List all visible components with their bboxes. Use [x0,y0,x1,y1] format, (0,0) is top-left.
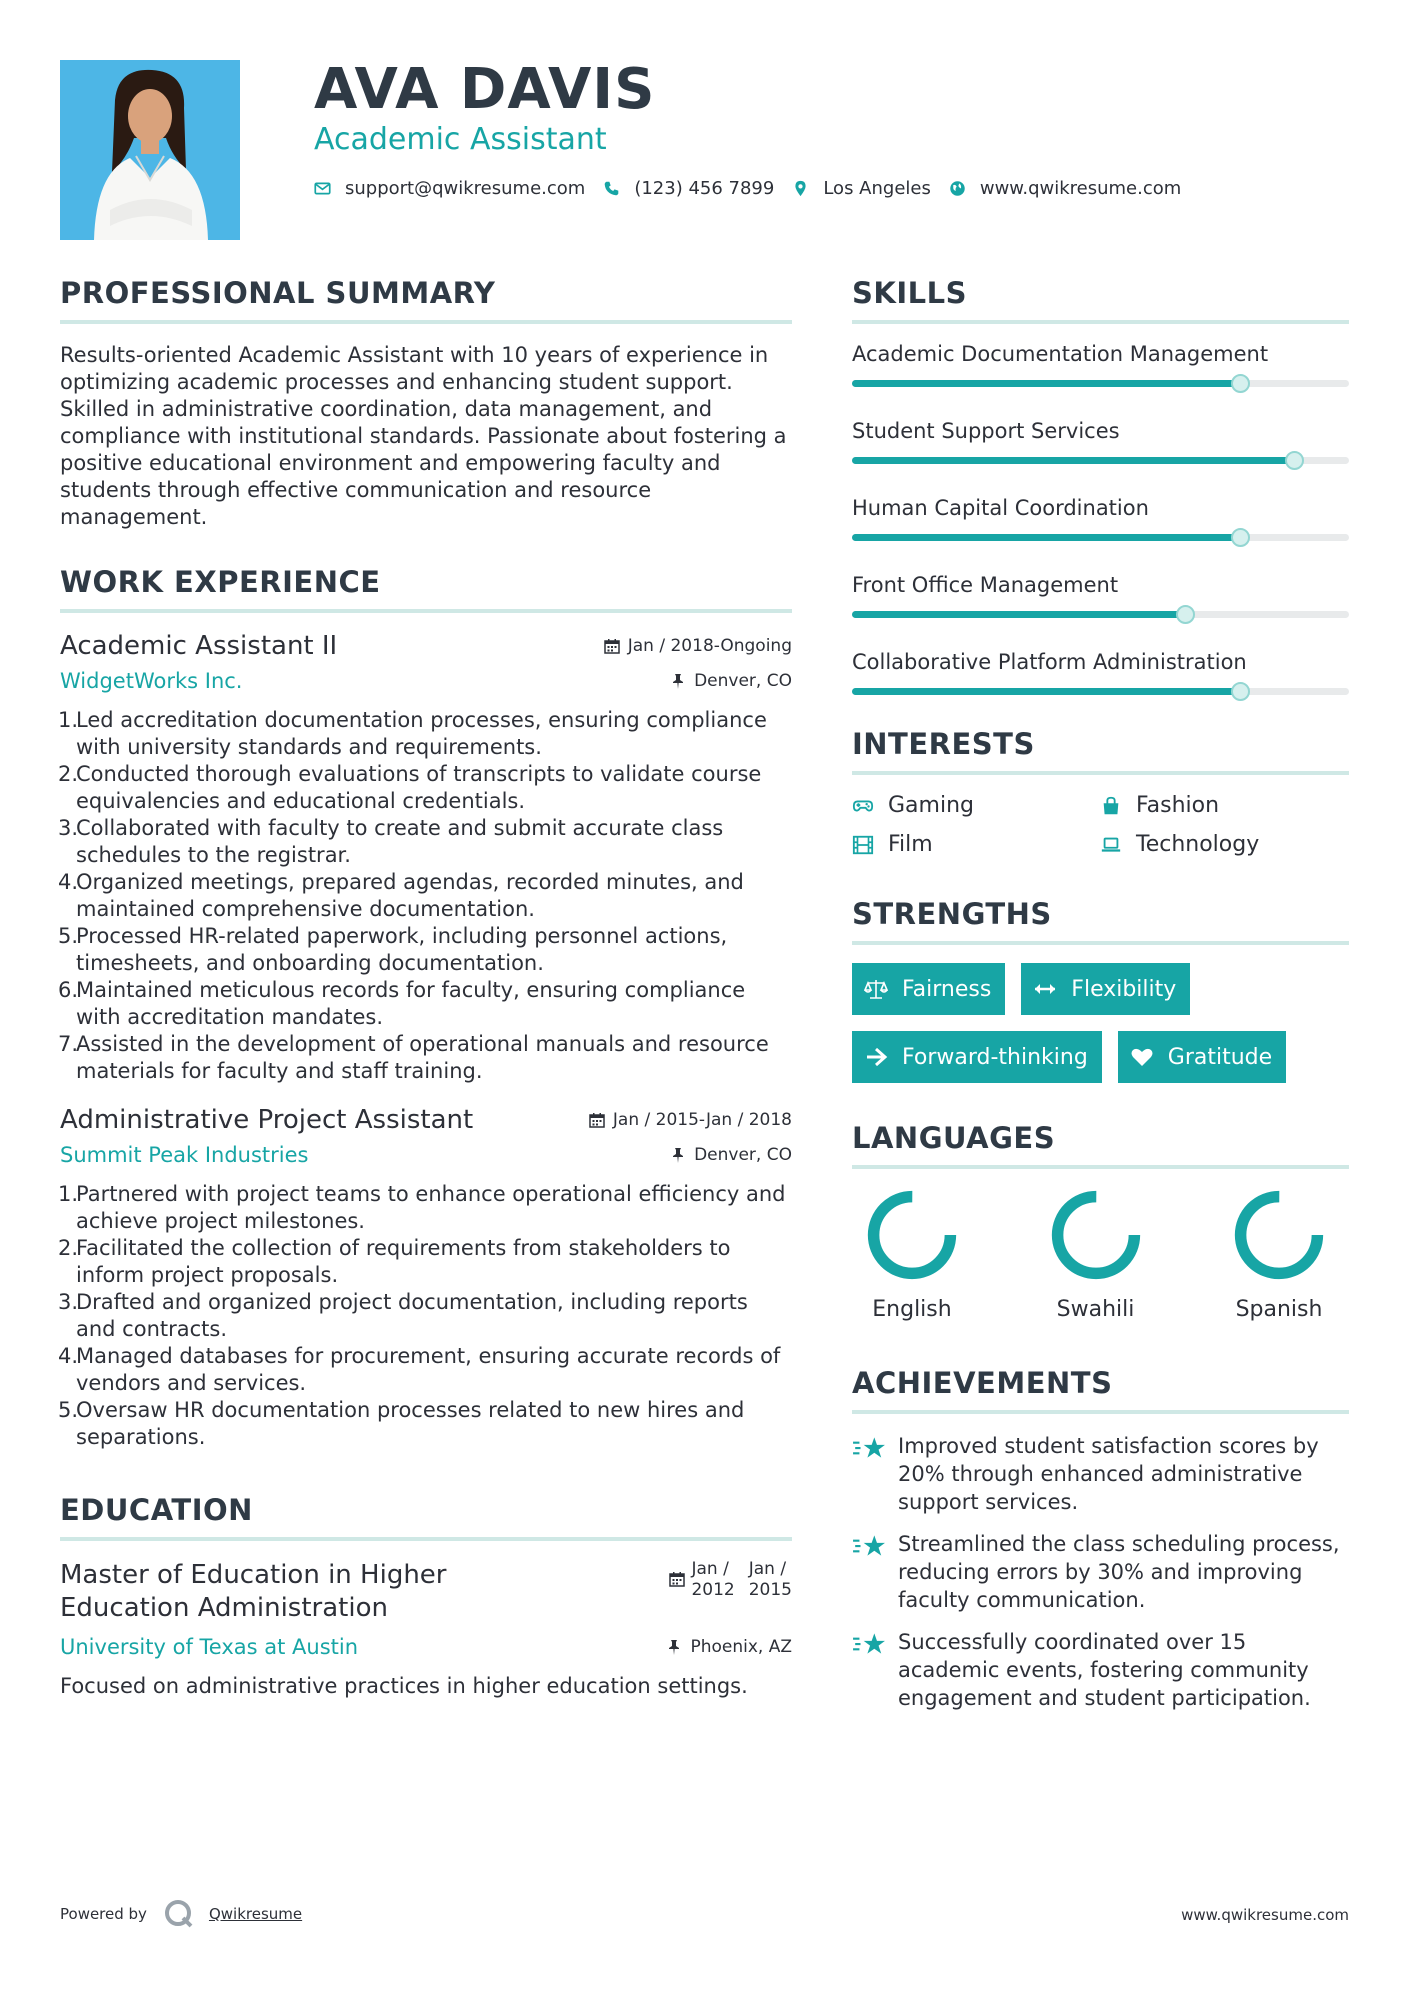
contact-bar [314,178,1199,199]
gamepad-icon [852,795,874,817]
strength-label: Gratitude [1167,1044,1273,1070]
duty-number: 4. [58,870,79,894]
duty-item [60,815,792,869]
end-year: 2015 [748,1580,792,1600]
language-item [1219,1187,1339,1322]
duty-item [60,977,792,1031]
duty-number: 4. [58,1344,79,1368]
job-date [604,636,792,656]
duty-number: 5. [58,1398,79,1422]
calendar-icon [604,638,620,654]
start-month: Jan / [691,1559,729,1579]
skills-list [852,342,1349,695]
duty-text: Assisted in the development of operational manuals and resource materials for faculty and staff training. [76,1032,769,1083]
strength-label: Forward-thinking [902,1044,1088,1070]
job-title: Administrative Project Assistant [60,1105,474,1135]
interest-label: Fashion [1136,793,1220,818]
duty-item [60,761,792,815]
jobs-list [60,631,792,1451]
phone-text: (123) 456 7899 [634,178,775,199]
skill-bar [852,688,1349,695]
duty-number: 2. [58,762,79,786]
laptop-icon [1100,834,1122,856]
duty-text: Partnered with project teams to enhance operational efficiency and achieve project milestones. [76,1182,786,1233]
achievement-text: Successfully coordinated over 15 academic events, fostering community engagement and student participation. [898,1630,1311,1710]
skill-bar-fill [852,534,1240,541]
language-progress-arc [1057,1197,1134,1274]
skill-bar-fill [852,457,1294,464]
calendar-icon [669,1571,685,1587]
person-illustration [60,60,240,240]
job-date [589,1110,792,1130]
interest-label: Film [888,832,933,857]
duty-text: Conducted thorough evaluations of transcripts to validate course equivalencies and educational credentials. [76,762,762,813]
duty-item [60,1031,792,1085]
job-location-text: Denver, CO [694,1145,792,1165]
skill-bar-knob [1231,374,1250,393]
strength-badge [852,1031,1102,1083]
contact-email[interactable] [314,178,585,199]
duty-item [60,1181,792,1235]
globe-icon [949,180,966,197]
interest-item [852,793,1100,818]
contact-phone[interactable] [603,178,774,199]
duty-number: 1. [58,1182,79,1206]
duties-list [60,1181,792,1451]
duty-text: Drafted and organized project documentation, including reports and contracts. [76,1290,748,1341]
contact-website[interactable] [949,178,1181,199]
education-start [691,1559,734,1601]
language-item [852,1187,972,1322]
film-icon [852,834,874,856]
brand-link[interactable]: Qwikresume [208,1905,303,1923]
achievement-text: Streamlined the class scheduling process, reducing errors by 30% and improving faculty communication. [898,1532,1340,1612]
summary-text: Results-oriented Academic Assistant with 10 years of experience in optimizing academic processes and enhancing student support. Skilled in administrative coordination, data management, and compliance with institutional standards. Passionate about fostering a positive educational environment and empowering faculty and students through effective communication and resource management. [60,343,787,529]
skill-bar [852,611,1349,618]
pin-icon [670,673,686,689]
job-entry [60,1105,792,1451]
skill-name: Front Office Management [852,573,1119,597]
skill-bar-knob [1285,451,1304,470]
duty-number: 1. [58,708,79,732]
duty-item [60,707,792,761]
job-location [670,1145,792,1165]
star-icon [852,1630,886,1658]
language-progress-ring [1048,1187,1144,1283]
duty-item [60,1397,792,1451]
language-name: Swahili [1056,1297,1135,1322]
strength-badge [1021,963,1190,1015]
footer-powered-by [60,1898,302,1930]
duty-text: Maintained meticulous records for faculty, ensuring compliance with accreditation mandates. [76,978,746,1029]
star-icon [852,1532,886,1560]
end-month: Jan / [748,1559,787,1579]
duty-number: 5. [58,924,79,948]
qwikresume-logo-icon [163,1898,195,1930]
envelope-icon [314,180,331,197]
left-column [60,276,792,1700]
languages-heading: LANGUAGES [852,1121,1349,1169]
skill-name: Academic Documentation Management [852,342,1269,366]
language-progress-ring [864,1187,960,1283]
heart-icon [1130,1045,1154,1069]
language-progress-arc [1241,1197,1318,1274]
duty-item [60,869,792,923]
duty-item [60,1289,792,1343]
email-text: support@qwikresume.com [345,178,586,199]
job-title: Academic Assistant II [60,631,338,661]
skills-heading: SKILLS [852,276,1349,324]
duty-item [60,1343,792,1397]
skill-bar-knob [1176,605,1195,624]
summary-heading: PROFESSIONAL SUMMARY [60,276,792,324]
job-header [60,631,792,661]
location-text: Los Angeles [823,178,931,199]
duty-item [60,923,792,977]
achievements-list [852,1432,1349,1712]
duty-text: Collaborated with faculty to create and submit accurate class schedules to the registrar. [76,816,724,867]
duty-item [60,1235,792,1289]
job-date-text: Jan / 2018-Ongoing [627,636,792,656]
website-text: www.qwikresume.com [979,178,1182,199]
company-name: Summit Peak Industries [60,1143,309,1167]
strength-label: Fairness [902,976,992,1002]
duty-number: 3. [58,1290,79,1314]
achievement-item [852,1530,1349,1614]
phone-icon [603,180,620,197]
arrow-right-icon [864,1045,888,1069]
duty-number: 6. [58,978,79,1002]
calendar-icon [589,1112,605,1128]
strength-badge [852,963,1005,1015]
duty-text: Organized meetings, prepared agendas, recorded minutes, and maintained comprehensive documentation. [76,870,744,921]
achievement-item [852,1432,1349,1516]
duty-number: 3. [58,816,79,840]
job-location-text: Denver, CO [694,671,792,691]
language-progress-ring [1231,1187,1327,1283]
job-subheader [60,669,792,693]
work-heading: WORK EXPERIENCE [60,565,792,613]
candidate-name: AVA DAVIS [314,57,656,122]
contact-location [792,178,931,199]
language-name: Spanish [1235,1297,1323,1322]
duty-text: Managed databases for procurement, ensuring accurate records of vendors and services. [76,1344,781,1395]
degree-title: Master of Education in Higher Education Administration [60,1560,447,1623]
strengths-heading: STRENGTHS [852,897,1349,945]
pin-icon [670,1147,686,1163]
duty-number: 7. [58,1032,79,1056]
job-entry [60,631,792,1085]
interests-heading: INTERESTS [852,727,1349,775]
star-icon [852,1434,886,1462]
duties-list [60,707,792,1085]
right-column [852,276,1349,1726]
candidate-title: Academic Assistant [314,122,607,157]
job-date-text: Jan / 2015-Jan / 2018 [612,1110,792,1130]
duty-number: 2. [58,1236,79,1260]
skill-name: Student Support Services [852,419,1120,443]
education-location-text: Phoenix, AZ [690,1637,792,1657]
skill-bar-fill [852,380,1240,387]
skill-bar-fill [852,611,1185,618]
strength-label: Flexibility [1071,976,1177,1002]
achievement-text: Improved student satisfaction scores by 20% through enhanced administrative support services. [898,1434,1319,1514]
education-location [666,1637,792,1657]
duty-text: Processed HR-related paperwork, including personnel actions, timesheets, and onboarding documentation. [76,924,728,975]
skill-bar [852,457,1349,464]
map-marker-icon [792,180,809,197]
shopping-bag-icon [1100,795,1122,817]
skill-name: Human Capital Coordination [852,496,1149,520]
skill-name: Collaborative Platform Administration [852,650,1247,674]
company-name: WidgetWorks Inc. [60,669,243,693]
languages-list [852,1187,1349,1322]
pin-icon [666,1639,682,1655]
interests-list [852,793,1349,857]
skill-bar [852,534,1349,541]
skill-bar-fill [852,688,1240,695]
education-description: Focused on administrative practices in higher education settings. [60,1674,748,1698]
strength-badge [1118,1031,1286,1083]
balance-scale-icon [864,977,888,1001]
achievements-heading: ACHIEVEMENTS [852,1366,1349,1414]
job-header [60,1105,792,1135]
duty-text: Oversaw HR documentation processes related to new hires and separations. [76,1398,745,1449]
language-progress-arc [874,1197,951,1274]
arrows-horizontal-icon [1033,977,1057,1001]
education-dates [669,1559,792,1601]
interest-label: Technology [1136,832,1260,857]
profile-photo [60,60,240,240]
duty-text: Led accreditation documentation processes, ensuring compliance with university standards and requirements. [76,708,767,759]
skill-bar-knob [1231,682,1250,701]
skill-bar-knob [1231,528,1250,547]
school-name: University of Texas at Austin [60,1635,359,1659]
strengths-list [852,963,1349,1083]
powered-by-text: Powered by [60,1905,147,1923]
education-end [749,1559,792,1601]
footer-site[interactable]: www.qwikresume.com [1181,1906,1349,1924]
skill-bar [852,380,1349,387]
interest-item [1100,832,1349,857]
education-heading: EDUCATION [60,1493,792,1541]
duty-text: Facilitated the collection of requirements from stakeholders to inform project proposals. [76,1236,731,1287]
job-location [670,671,792,691]
language-item [1036,1187,1156,1322]
interest-item [1100,793,1349,818]
education-entry [60,1559,792,1700]
language-name: English [872,1297,952,1322]
interest-item [852,832,1100,857]
job-subheader [60,1143,792,1167]
interest-label: Gaming [888,793,974,818]
start-year: 2012 [691,1580,735,1600]
achievement-item [852,1628,1349,1712]
